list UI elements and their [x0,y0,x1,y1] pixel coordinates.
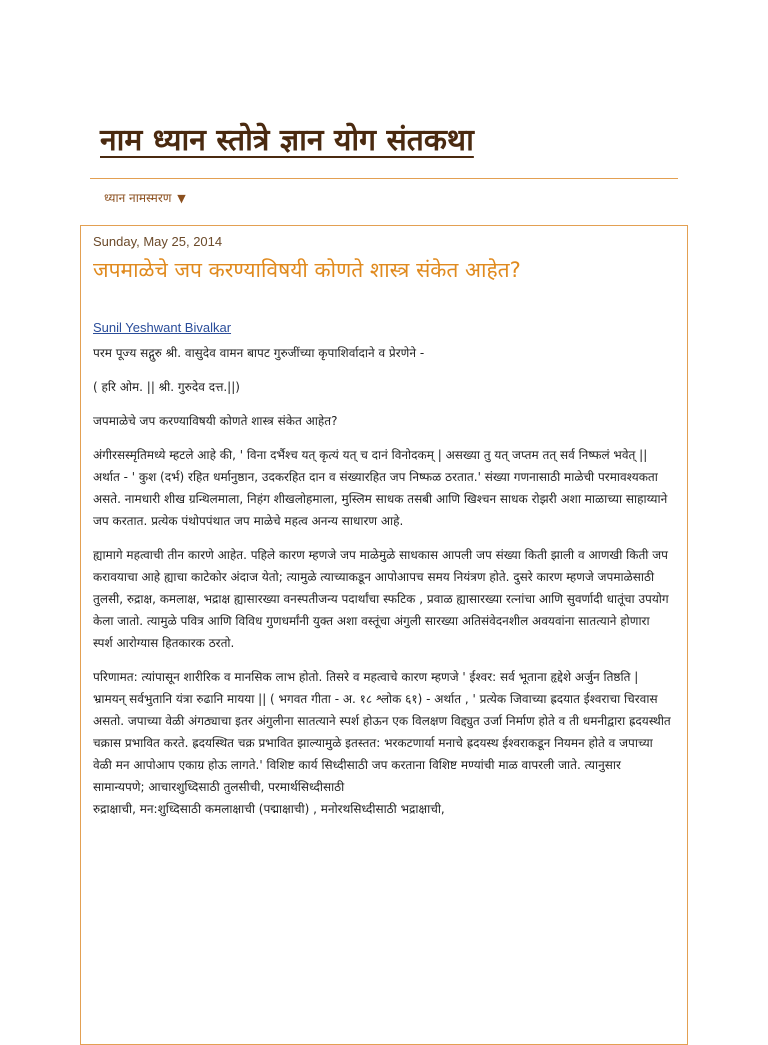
post-body [93,342,673,832]
post-date: Sunday, May 25, 2014 [93,234,223,249]
post-paragraph: ह्यामागे महत्वाची तीन कारणे आहेत. पहिले कारण म्हणजे जप माळेमुळे साधकास आपली जप संख्या किती झाली व आणखी किती जप करावयाचा आहे ह्याचा काटेकोर अंदाज येतो; त्यामुळे त्याच्याकडून आपोआपच समय नियंत्रण होते. दुसरे कारण म्हणजे जपमाळेसाठी तुलसी, रुद्राक्ष, कमलाक्ष, भद्राक्ष ह्यासारख्या वनस्पतीजन्य पदार्थांचा स्फटिक , प्रवाळ ह्यासारख्या रत्नांचा आणि सुवर्णादी धातूंचा उपयोग केला जातो. त्यामुळे पवित्र आणि विविध गुणधर्मांनी युक्त अशा वस्तूंचा अंगुली सारख्या अतिसंवेदनशील अवयवांना सातत्याने होणारा स्पर्श आरोग्यास हितकारक ठरतो. [93,548,669,650]
header-divider [90,178,678,179]
dropdown-arrow-icon: ▼ [177,192,186,205]
post-paragraph: रुद्राक्षाची, मन:शुध्दिसाठी कमलाक्षाची (पद्माक्षाची) , मनोरथसिध्दीसाठी भद्राक्षाची, [93,802,445,816]
post-paragraph-invocation: परम पूज्य सद्गुरु श्री. वासुदेव वामन बापट गुरुजींच्या कृपाशिर्वादाने व प्रेरणेने - [93,346,425,360]
post-paragraph-question: जपमाळेचे जप करण्याविषयी कोणते शास्त्र संकेत आहेत? [93,414,338,428]
nav-menu-label: ध्यान नामस्मरण [104,191,172,205]
nav-menu-dropdown[interactable] [104,189,186,206]
post-paragraph-salutation: ( हरि ओम. || श्री. गुरुदेव दत्त.||) [93,380,240,394]
post-title[interactable]: जपमाळेचे जप करण्याविषयी कोणते शास्त्र संकेत आहेत? [93,258,521,282]
blog-title[interactable]: नाम ध्यान स्तोत्रे ज्ञान योग संतकथा [100,123,474,158]
post-paragraph: अंगीरसस्मृतिमध्ये म्हटले आहे की, ' विना दर्भैश्च यत् कृत्यं यत् च दानं विनोदकम् | असख्या तु यत् जप्तम तत् सर्व निष्फलं भवेत् || अर्थात - ' कुश (दर्भ) रहित धर्मानुष्ठान, उदकरहित दान व संख्यारहित जप निष्फळ ठरतात.' संख्या गणनासाठी माळेची परमावश्यकता असते. नामधारी शीख ग्रन्थिलमाला, निहंग शीखलोहमाला, मुस्लिम साधक तसबी आणि खिश्चन साधक रोझरी अशा माळाच्या साहाय्याने जप करतात. प्रत्येक पंथोपपंथात जप माळेचे महत्व अनन्य साधारण आहे. [93,448,668,528]
post-author-link[interactable]: Sunil Yeshwant Bivalkar [93,320,232,335]
post-paragraph: परिणामत: त्यांपासून शारीरिक व मानसिक लाभ होतो. तिसरे व महत्वाचे कारण म्हणजे ' ईश्वर: सर्व भूताना हृद्देशे अर्जुन तिष्ठति | भ्रामयन् सर्वभुतानि यंत्रा रुढानि मायया || ( भगवत गीता - अ. १८ श्लोक ६१) - अर्थात , ' प्रत्येक जिवाच्या ह्रदयात ईश्वराचा चिरवास असतो. जपाच्या वेळी अंगठ्याचा इतर अंगुलीना सातत्याने स्पर्श होऊन एक विलक्षण विद्द्युत उर्जा निर्माण होते व ती धमनीद्वारा ह्रदयस्थीत चक्रास प्रभावित करते. ह्रदयस्थित चक्र प्रभावित झाल्यामुळे इतस्तत: भरकटणार्या मनाचे ह्रदयस्थ ईश्वराकडून नियमन होते व जपाच्या वेळी मन आपोआप एकाग्र होऊ लागते.' विशिष्ट कार्य सिध्दीसाठी जप करताना विशिष्ट मण्यांची माळ वापरली जाते. त्यानुसार सामान्यपणे; आचारशुध्दिसाठी तुलसीची, परमार्थसिध्दीसाठी [93,670,671,794]
